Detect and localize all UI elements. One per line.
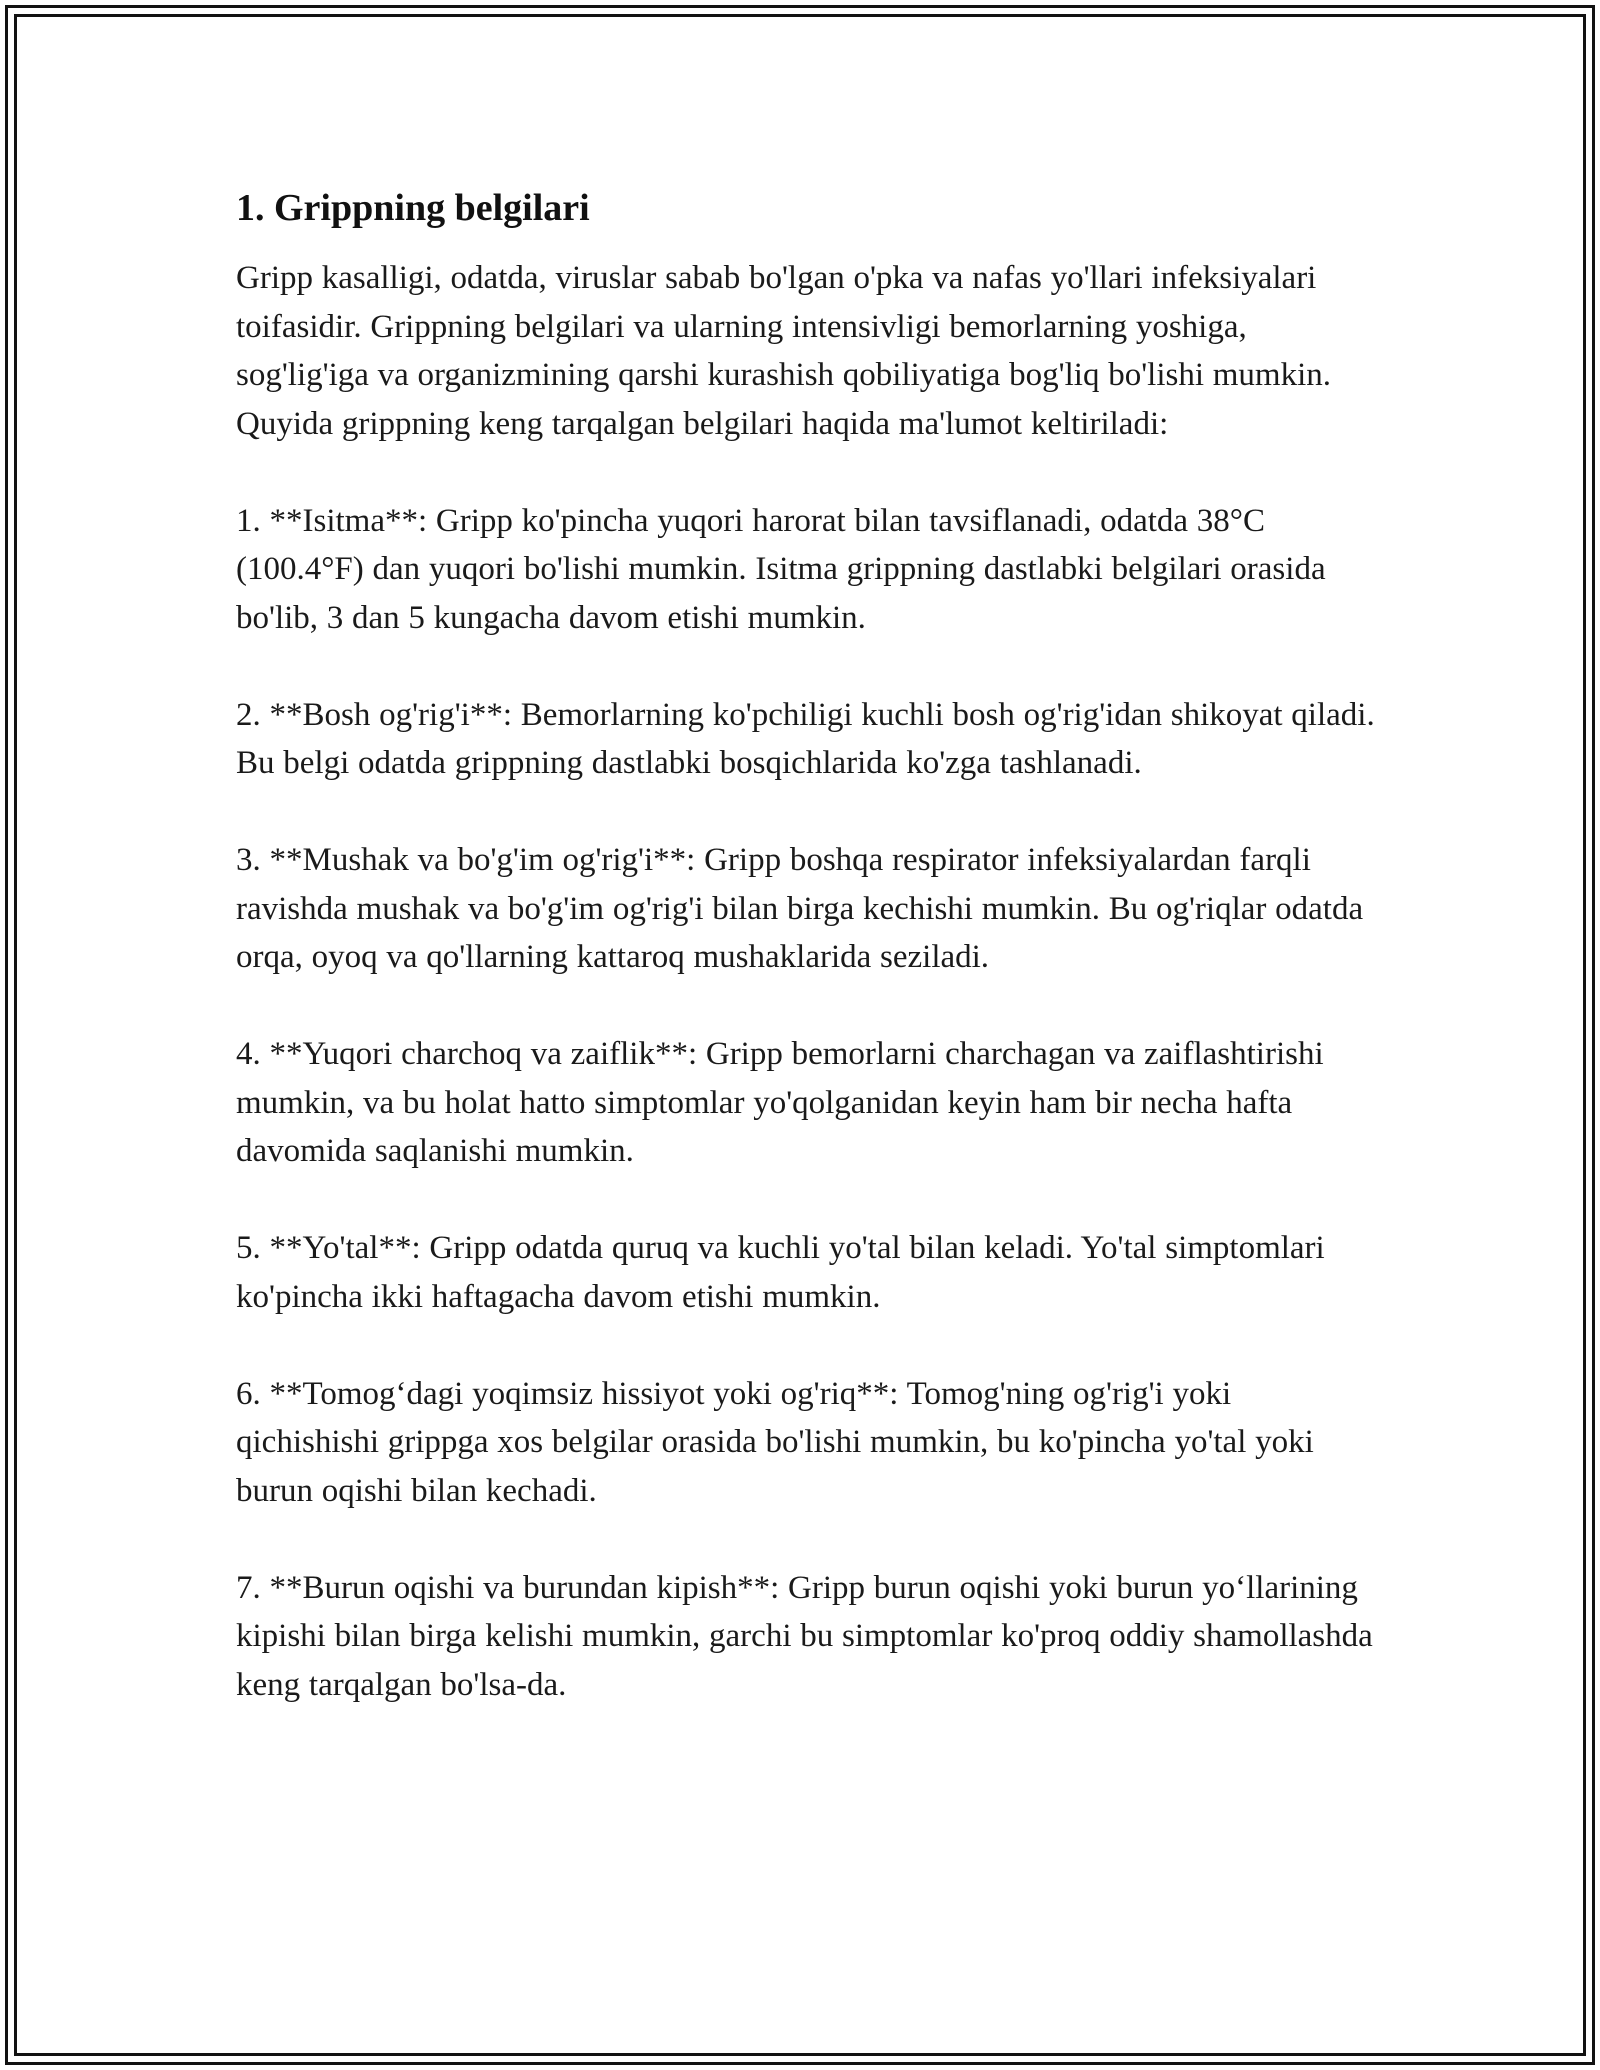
list-item-sore-throat: 6. **Tomog‘dagi yoqimsiz hissiyot yoki og'riq**: Tomog'ning og'rig'i yoki qichishishi grippga xos belgilar orasida bo'lishi mumkin, bu ko'pincha yo'tal yoki burun oqishi bilan kechadi. <box>236 1375 1314 1509</box>
list-item-fatigue: 4. **Yuqori charchoq va zaiflik**: Gripp bemorlarni charchagan va zaiflashtirishi mumkin, va bu holat hatto simptomlar yo'qolganidan keyin ham bir necha hafta davomida saqlanishi mumkin. <box>236 1036 1324 1169</box>
document-body <box>236 184 1376 1758</box>
list-item-muscle-pain: 3. **Mushak va bo'g'im og'rig'i**: Gripp boshqa respirator infeksiyalardan farqli ravishda mushak va bo'g'im og'rig'i bilan birga kechishi mumkin. Bu og'riqlar odatda orqa, oyoq va qo'llarning kattaroq mushaklarida seziladi. <box>236 842 1364 975</box>
list-item-cough: 5. **Yo'tal**: Gripp odatda quruq va kuchli yo'tal bilan keladi. Yo'tal simptomlari ko'pincha ikki haftagacha davom etishi mumkin. <box>236 1230 1325 1315</box>
intro-paragraph: Gripp kasalligi, odatda, viruslar sabab bo'lgan o'pka va nafas yo'llari infeksiyalari toifasidir. Grippning belgilari va ularning intensivligi bemorlarning yoshiga, sog'lig'iga va organizmining qarshi kurashish qobiliyatiga bog'liq bo'lishi mumkin. Quyida grippning keng tarqalgan belgilari haqida ma'lumot keltiriladi: <box>236 260 1331 442</box>
section-heading: 1. Grippning belgilari <box>236 187 590 229</box>
list-item-fever: 1. **Isitma**: Gripp ko'pincha yuqori harorat bilan tavsiflanadi, odatda 38°C (100.4°F) dan yuqori bo'lishi mumkin. Isitma grippning dastlabki belgilari orasida bo'lib, 3 dan 5 kungacha davom etishi mumkin. <box>236 502 1326 636</box>
list-item-headache: 2. **Bosh og'rig'i**: Bemorlarning ko'pchiligi kuchli bosh og'rig'idan shikoyat qiladi. Bu belgi odatda grippning dastlabki bosqichlarida ko'zga tashlanadi. <box>236 696 1375 781</box>
list-item-runny-nose: 7. **Burun oqishi va burundan kipish**: Gripp burun oqishi yoki burun yo‘llarining kipishi bilan birga kelishi mumkin, garchi bu simptomlar ko'proq oddiy shamollashda keng tarqalgan bo'lsa-da. <box>236 1569 1373 1703</box>
